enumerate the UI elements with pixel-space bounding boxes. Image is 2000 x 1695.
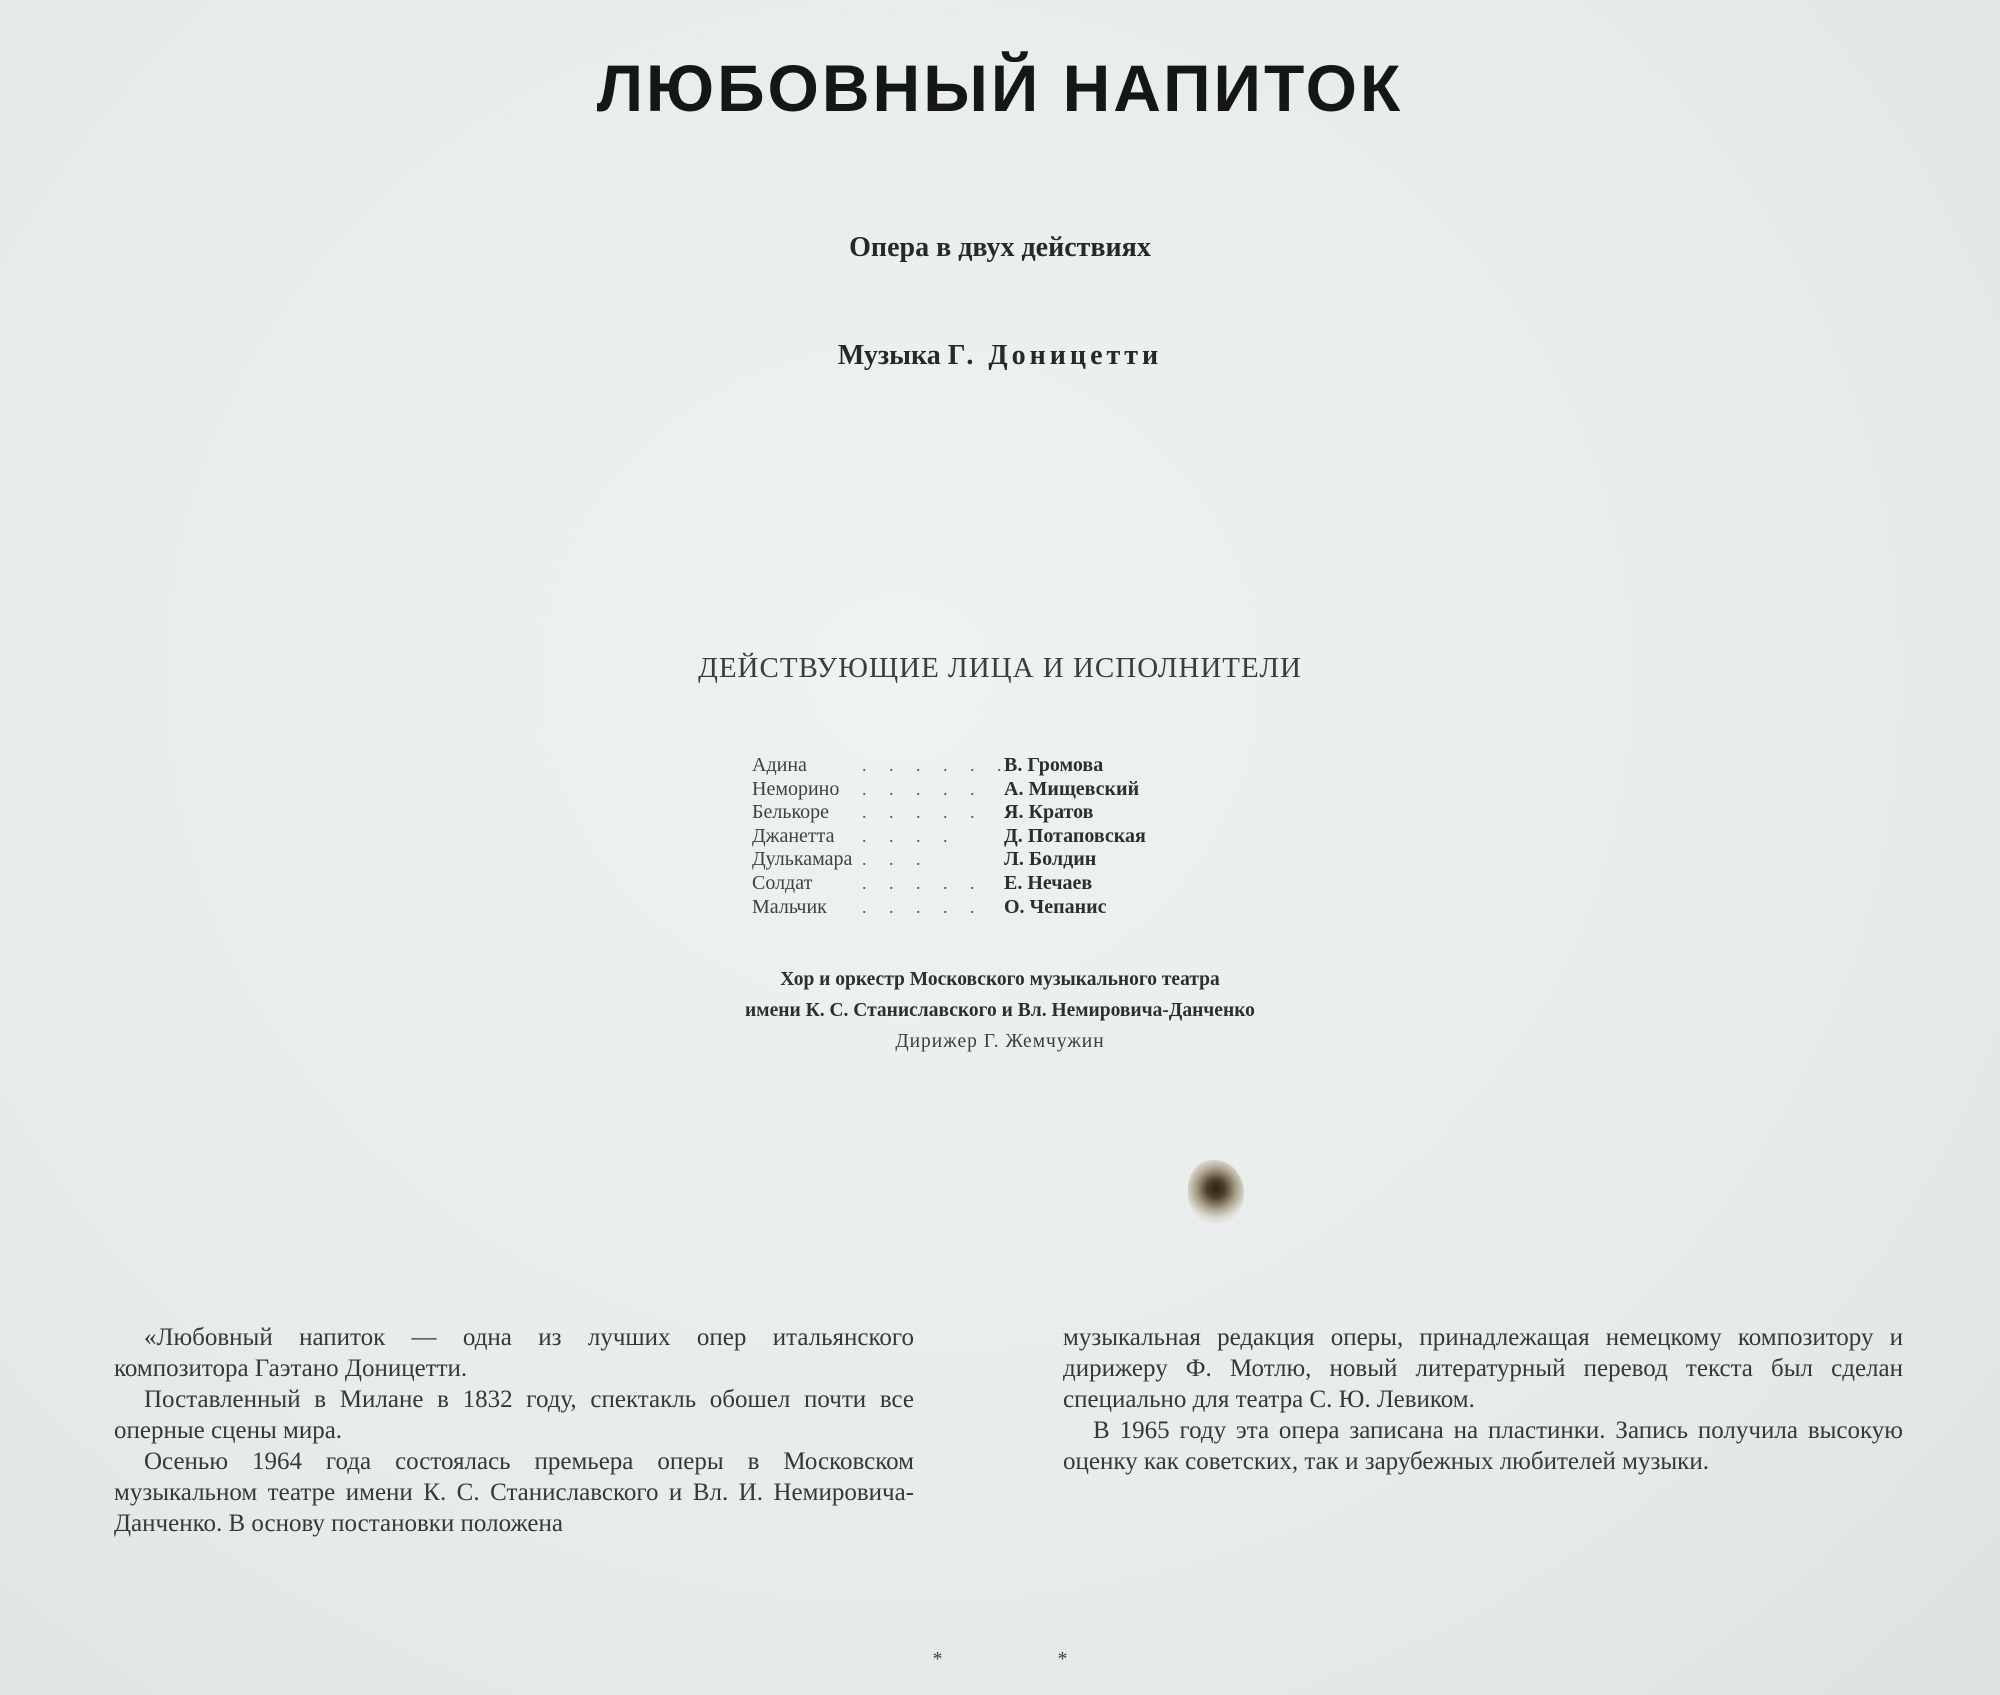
ensemble-line-1: Хор и оркестр Московского музыкального театра	[780, 969, 1220, 990]
leader-dots: . . . . .	[862, 778, 984, 799]
performer-name: В. Громова	[1004, 754, 1104, 776]
liner-paragraph: «Любовный напиток — одна из лучших опер итальянского композитора Гаэтано Доницетти.	[114, 1324, 914, 1382]
ensemble-credits	[0, 964, 2000, 1057]
cast-row	[752, 896, 1312, 920]
performer-name: Я. Кратов	[1004, 801, 1094, 824]
composer-prefix: Музыка	[837, 340, 941, 371]
leader-dots: . . . . .	[862, 802, 984, 823]
opera-title: ЛЮБОВНЫЙ НАПИТОК	[596, 51, 1404, 125]
liner-paragraph: музыкальная редакция оперы, принадлежащая немецкому композитору и дирижеру Ф. Мотлю, новый литературный перевод текста был сделан специально для театра С. Ю. Левиком.	[1063, 1324, 1903, 1413]
role-name: Белькоре	[752, 801, 830, 824]
cast-row	[752, 754, 1312, 778]
paper-stain	[1188, 1160, 1244, 1224]
liner-paragraph: В 1965 году эта опера записана на пластинки. Запись получила высокую оценку как советских, так и зарубежных любителей музыки.	[1063, 1417, 1903, 1475]
leader-dots: . . . . . .	[862, 755, 1011, 775]
leader-dots: . . . . .	[862, 896, 984, 917]
role-name: Дулькамара	[752, 848, 853, 871]
performer-name: О. Чепанис	[1004, 895, 1107, 918]
cast-row	[752, 848, 1312, 872]
cast-row	[752, 801, 1312, 825]
performer-name: Л. Болдин	[1004, 848, 1097, 871]
performer-name: Е. Нечаев	[1004, 871, 1093, 894]
role-name: Адина	[752, 754, 807, 776]
liner-notes-right-column	[1063, 1322, 1903, 1477]
footer-asterisks: * *	[932, 1648, 1068, 1670]
role-name: Джанетта	[752, 824, 835, 847]
liner-paragraph: Осенью 1964 года состоялась премьера оперы в Московском музыкальном театре имени К. С. Станиславского и Вл. И. Немировича-Данченко. В основу постановки положена	[114, 1448, 914, 1537]
role-name: Мальчик	[752, 895, 827, 918]
composer-line	[0, 340, 2000, 372]
role-name: Солдат	[752, 871, 813, 894]
cast-row	[752, 825, 1312, 849]
cast-row	[752, 872, 1312, 896]
cast-list	[752, 754, 1312, 919]
liner-notes-left-column	[114, 1322, 914, 1539]
cast-row	[752, 778, 1312, 802]
leader-dots: . . .	[862, 849, 930, 870]
composer-name: Г. Доницетти	[947, 340, 1163, 371]
leader-dots: . . . . .	[862, 872, 984, 893]
performer-name: Д. Потаповская	[1004, 824, 1146, 847]
conductor-credit: Дирижер Г. Жемчужин	[895, 1031, 1105, 1052]
ensemble-line-2: имени К. С. Станиславского и Вл. Немировича-Данченко	[745, 1000, 1255, 1021]
role-name: Неморино	[752, 777, 840, 800]
leader-dots: . . . .	[862, 825, 957, 846]
cast-heading: ДЕЙСТВУЮЩИЕ ЛИЦА И ИСПОЛНИТЕЛИ	[698, 652, 1302, 684]
performer-name: А. Мищевский	[1004, 777, 1140, 800]
liner-paragraph: Поставленный в Милане в 1832 году, спектакль обошел почти все оперные сцены мира.	[114, 1386, 914, 1444]
opera-subtitle: Опера в двух действиях	[849, 232, 1151, 263]
